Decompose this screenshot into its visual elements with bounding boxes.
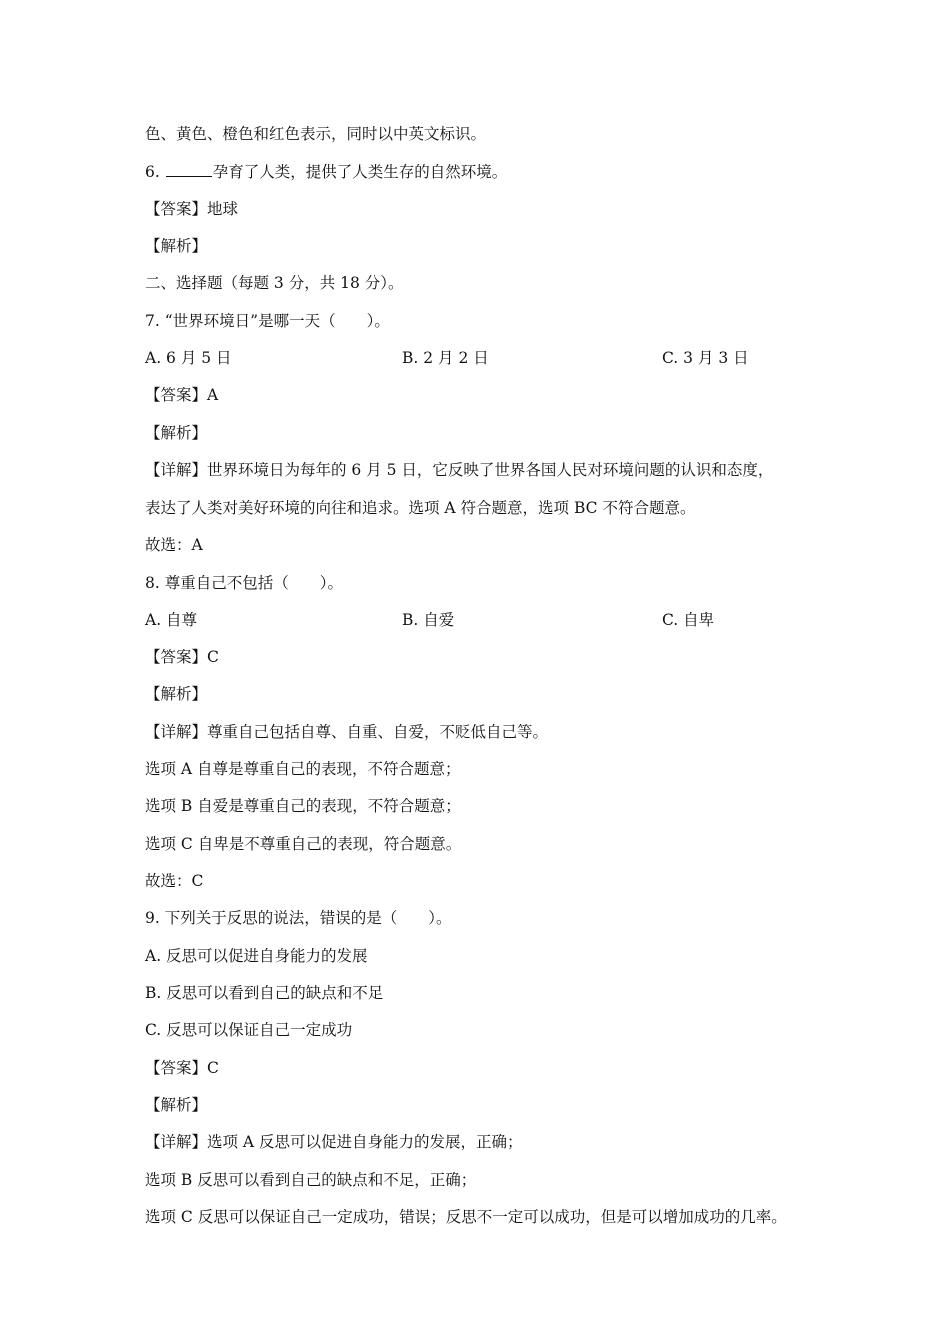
q7-option-b: B. 2 月 2 日 [402, 349, 489, 367]
q9-answer: 【答案】C [145, 1059, 219, 1077]
question-9: 9. 下列关于反思的说法，错误的是（ ）。 [145, 909, 452, 927]
question-8: 8. 尊重自己不包括（ ）。 [145, 574, 343, 592]
q8-choice: 故选：C [145, 872, 204, 890]
question-6 [145, 162, 507, 182]
q6-answer: 【答案】地球 [145, 200, 239, 218]
q7-answer: 【答案】A [145, 386, 219, 404]
q9-option-c: C. 反思可以保证自己一定成功 [145, 1021, 353, 1039]
q9-analysis: 【解析】 [145, 1096, 208, 1114]
q6-analysis: 【解析】 [145, 237, 208, 255]
answer-blank [166, 162, 212, 177]
question-7: 7. “世界环境日”是哪一天（ ）。 [145, 312, 390, 330]
paragraph-continuation: 色、黄色、橙色和红色表示，同时以中英文标识。 [145, 125, 487, 143]
q8-option-c: C. 自卑 [662, 611, 715, 629]
q7-option-c: C. 3 月 3 日 [662, 349, 749, 367]
question-6-text: 孕育了人类，提供了人类生存的自然环境。 [212, 163, 508, 181]
q8-detail-3: 选项 B 自爱是尊重自己的表现，不符合题意； [145, 797, 461, 815]
q8-analysis: 【解析】 [145, 685, 208, 703]
q8-answer: 【答案】C [145, 648, 219, 666]
q8-detail-2: 选项 A 自尊是尊重自己的表现，不符合题意； [145, 760, 461, 778]
q9-detail-2: 选项 B 反思可以看到自己的缺点和不足，正确； [145, 1171, 477, 1189]
q7-analysis: 【解析】 [145, 424, 208, 442]
q9-detail-1: 【详解】选项 A 反思可以促进自身能力的发展，正确； [145, 1133, 523, 1151]
q8-option-a: A. 自尊 [145, 611, 198, 629]
q8-option-b: B. 自爱 [402, 611, 455, 629]
q8-detail-4: 选项 C 自卑是不尊重自己的表现，符合题意。 [145, 835, 462, 853]
q9-detail-3: 选项 C 反思可以保证自己一定成功，错误；反思不一定可以成功，但是可以增加成功的几率。 [145, 1208, 787, 1226]
q7-option-a: A. 6 月 5 日 [145, 349, 232, 367]
q9-option-a: A. 反思可以促进自身能力的发展 [145, 947, 368, 965]
section-heading: 二、选择题（每题 3 分，共 18 分）。 [145, 274, 404, 292]
question-6-number: 6. [145, 163, 160, 181]
q7-detail-1: 【详解】世界环境日为每年的 6 月 5 日，它反映了世界各国人民对环境问题的认识和态度， [145, 461, 774, 479]
q7-choice: 故选：A [145, 536, 203, 554]
q8-detail-1: 【详解】尊重自己包括自尊、自重、自爱，不贬低自己等。 [145, 723, 549, 741]
q9-option-b: B. 反思可以看到自己的缺点和不足 [145, 984, 384, 1002]
q7-detail-2: 表达了人类对美好环境的向往和追求。选项 A 符合题意，选项 BC 不符合题意。 [145, 499, 696, 517]
